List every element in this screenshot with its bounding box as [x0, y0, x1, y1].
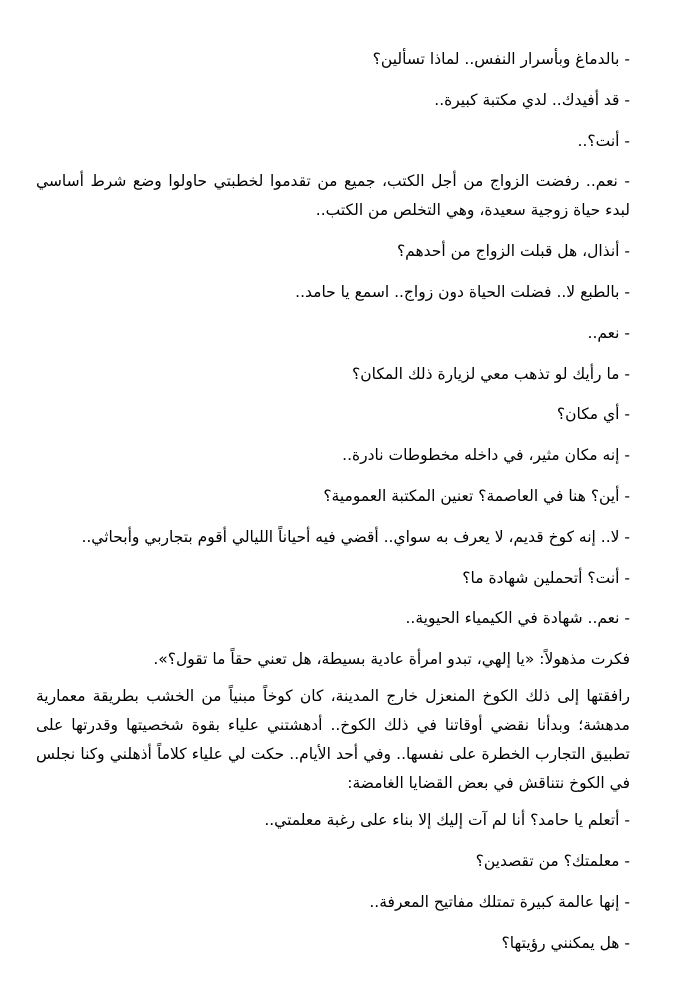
- dialogue-line: - نعم.. شهادة في الكيمياء الحيوية..: [405, 609, 630, 628]
- dialogue-line: - هل يمكنني رؤيتها؟: [501, 933, 630, 952]
- narrative-paragraph: فكرت مذهولاً: «يا إلهي، تبدو امرأة عادية بسيطة، هل تعني حقاً ما تقول؟».: [153, 650, 630, 669]
- dialogue-line: - أي مكان؟: [556, 405, 630, 424]
- dialogue-line: - أنت؟ أتحملين شهادة ما؟: [462, 568, 630, 587]
- dialogue-line: - أتعلم يا حامد؟ أنا لم آت إليك إلا بناء على رغبة معلمتي..: [264, 811, 630, 830]
- dialogue-line: - نعم..: [587, 323, 630, 342]
- dialogue-line: - بالدماغ وبأسرار النفس.. لماذا تسألين؟: [372, 50, 630, 68]
- dialogue-line: - معلمتك؟ من تقصدين؟: [475, 851, 630, 870]
- dialogue-line: - لا.. إنه كوخ قديم، لا يعرف به سواي.. أقضي فيه أحياناً الليالي أقوم بتجاربي وأبحاثي..: [81, 527, 630, 546]
- dialogue-line: - أين؟ هنا في العاصمة؟ تعنين المكتبة العمومية؟: [323, 486, 630, 505]
- dialogue-line: - نعم.. رفضت الزواج من أجل الكتب، جميع من تقدموا لخطبتي حاولوا وضع شرط أساسي لبدء حياة زوجية سعيدة، وهي التخلص من الكتب..: [36, 172, 630, 220]
- dialogue-line: - إنها عالمة كبيرة تمتلك مفاتيح المعرفة..: [369, 892, 630, 911]
- dialogue-line: - أنذال، هل قبلت الزواج من أحدهم؟: [396, 242, 630, 261]
- dialogue-line: - بالطبع لا.. فضلت الحياة دون زواج.. اسمع يا حامد..: [295, 282, 630, 301]
- dialogue-line: - ما رأيك لو تذهب معي لزيارة ذلك المكان؟: [352, 364, 630, 383]
- narrative-paragraph: رافقتها إلى ذلك الكوخ المنعزل خارج المدينة، كان كوخاً مبنياً من الخشب بطريقة معمارية مدهشة؛ وبدأنا نقضي أوقاتنا في ذلك الكوخ.. أدهشتني علياء بقوة شخصيتها وقدرتها على تطبيق التجارب الخطرة على نفسها.. وفي أحد الأيام.. حكت لي علياء كلاماً أذهلني وكنا نجلس في الكوخ نتناقش في بعض القضايا الغامضة:: [36, 687, 630, 793]
- dialogue-line: - إنه مكان مثير، في داخله مخطوطات نادرة..: [342, 446, 630, 465]
- dialogue-line: - أنت؟..: [577, 131, 630, 150]
- dialogue-line: - قد أفيدك.. لدي مكتبة كبيرة..: [434, 90, 630, 109]
